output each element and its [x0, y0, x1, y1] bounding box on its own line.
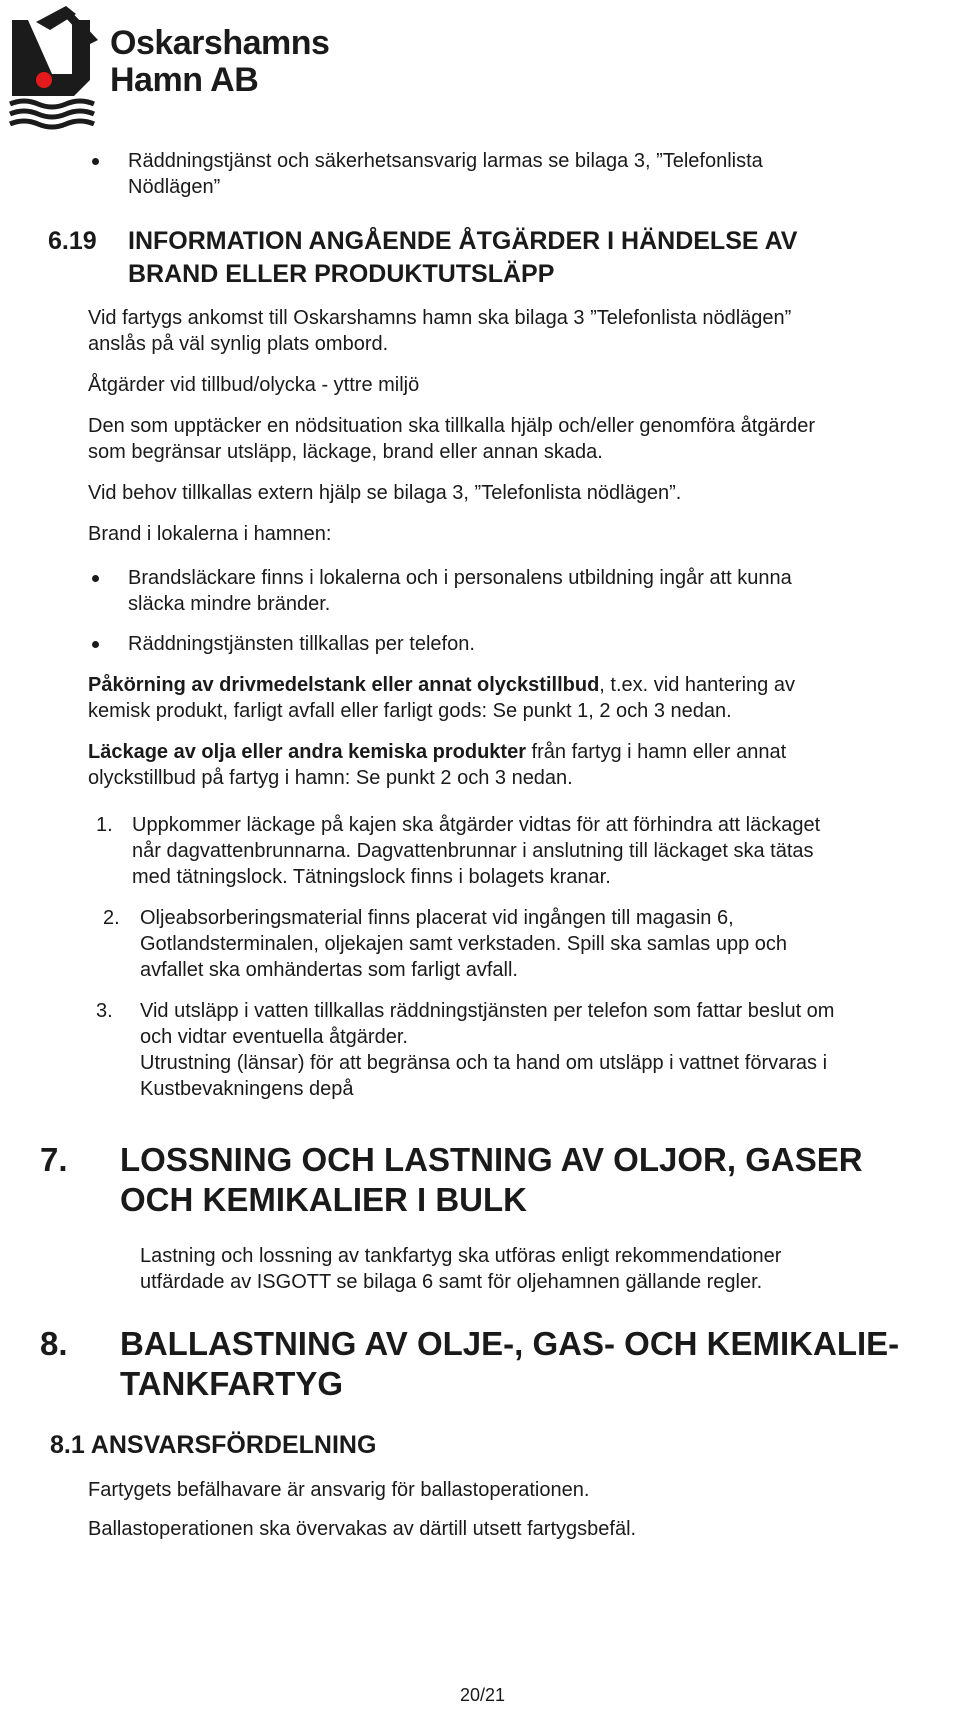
section-title: INFORMATION ANGÅENDE ÅTGÄRDER I HÄNDELSE AV	[128, 227, 798, 255]
step-text: Kustbevakningens depå	[140, 1078, 354, 1100]
section-title: TANKFARTYG	[120, 1365, 344, 1402]
subsection-title: 8.1 ANSVARSFÖRDELNING	[50, 1431, 377, 1459]
section-title: OCH KEMIKALIER I BULK	[120, 1181, 527, 1218]
bullet-dot	[92, 641, 99, 648]
bullet-text: Räddningstjänsten tillkallas per telefon.	[128, 633, 475, 655]
bullet-text: Räddningstjänst och säkerhetsansvarig larmas se bilaga 3, ”Telefonlista	[128, 150, 763, 172]
bullet-dot	[92, 575, 99, 582]
section-title: BALLASTNING AV OLJE-, GAS- OCH KEMIKALIE-	[120, 1325, 900, 1362]
paragraph: kemisk produkt, farligt avfall eller farligt gods: Se punkt 1, 2 och 3 nedan.	[88, 700, 732, 722]
step-number: 2.	[103, 907, 120, 929]
paragraph: Lastning och lossning av tankfartyg ska utföras enligt rekommendationer	[140, 1245, 782, 1267]
section-number: 6.19	[48, 227, 97, 255]
section-title: LOSSNING OCH LASTNING AV OLJOR, GASER	[120, 1141, 863, 1178]
section-title: BRAND ELLER PRODUKTUTSLÄPP	[128, 260, 555, 288]
page-number: 20/21	[460, 1685, 506, 1705]
logo-line-2: Hamn AB	[110, 61, 259, 99]
paragraph	[88, 672, 795, 698]
step-number: 3.	[96, 1000, 113, 1022]
paragraph: Fartygets befälhavare är ansvarig för ballastoperationen.	[88, 1479, 590, 1501]
section-number: 8.	[40, 1325, 68, 1362]
step-text: avfallet ska omhändertas som farligt avfall.	[140, 959, 518, 981]
company-logo	[6, 0, 356, 135]
paragraph: utfärdade av ISGOTT se bilaga 6 samt för oljehamnen gällande regler.	[140, 1271, 763, 1293]
subheading: Brand i lokalerna i hamnen:	[88, 523, 332, 545]
step-text: och vidtar eventuella åtgärder.	[140, 1026, 408, 1048]
paragraph: Vid fartygs ankomst till Oskarshamns hamn ska bilaga 3 ”Telefonlista nödlägen”	[88, 307, 792, 329]
step-number: 1.	[96, 814, 113, 836]
text-run: från fartyg i hamn eller annat	[526, 741, 787, 763]
step-text: Vid utsläpp i vatten tillkallas räddningstjänsten per telefon som fattar beslut om	[140, 1000, 835, 1022]
section-number: 7.	[40, 1141, 68, 1178]
step-text: Gotlandsterminalen, oljekajen samt verkstaden. Spill ska samlas upp och	[140, 933, 787, 955]
paragraph: Ballastoperationen ska övervakas av därtill utsett fartygsbefäl.	[88, 1518, 637, 1540]
paragraph: Den som upptäcker en nödsituation ska tillkalla hjälp och/eller genomföra åtgärder	[88, 415, 816, 437]
paragraph: olyckstillbud på fartyg i hamn: Se punkt 2 och 3 nedan.	[88, 767, 573, 789]
bullet-text: Brandsläckare finns i lokalerna och i personalens utbildning ingår att kunna	[128, 567, 792, 589]
bullet-text: släcka mindre bränder.	[128, 593, 331, 615]
step-text: med tätningslock. Tätningslock finns i bolagets kranar.	[132, 866, 611, 888]
logo-line-1: Oskarshamns	[110, 24, 330, 62]
step-text: når dagvattenbrunnarna. Dagvattenbrunnar i anslutning till läckaget ska tätas	[132, 840, 814, 862]
paragraph: som begränsar utsläpp, läckage, brand eller annan skada.	[88, 441, 603, 463]
paragraph	[88, 739, 786, 765]
bold-phrase: Läckage av olja eller andra kemiska produkter	[88, 741, 526, 763]
text-run: , t.ex. vid hantering av	[599, 674, 795, 696]
step-text: Utrustning (länsar) för att begränsa och ta hand om utsläpp i vattnet förvaras i	[140, 1052, 828, 1074]
subheading: Åtgärder vid tillbud/olycka - yttre miljö	[88, 374, 420, 396]
bold-phrase: Påkörning av drivmedelstank eller annat olyckstillbud	[88, 674, 600, 696]
paragraph: Vid behov tillkallas extern hjälp se bilaga 3, ”Telefonlista nödlägen”.	[88, 482, 682, 504]
bullet-dot	[92, 158, 99, 165]
step-text: Oljeabsorberingsmaterial finns placerat vid ingången till magasin 6,	[140, 907, 734, 929]
harbor-logo-icon	[6, 0, 106, 135]
paragraph: anslås på väl synlig plats ombord.	[88, 333, 389, 355]
bullet-text: Nödlägen”	[128, 176, 221, 198]
step-text: Uppkommer läckage på kajen ska åtgärder vidtas för att förhindra att läckaget	[132, 814, 821, 836]
